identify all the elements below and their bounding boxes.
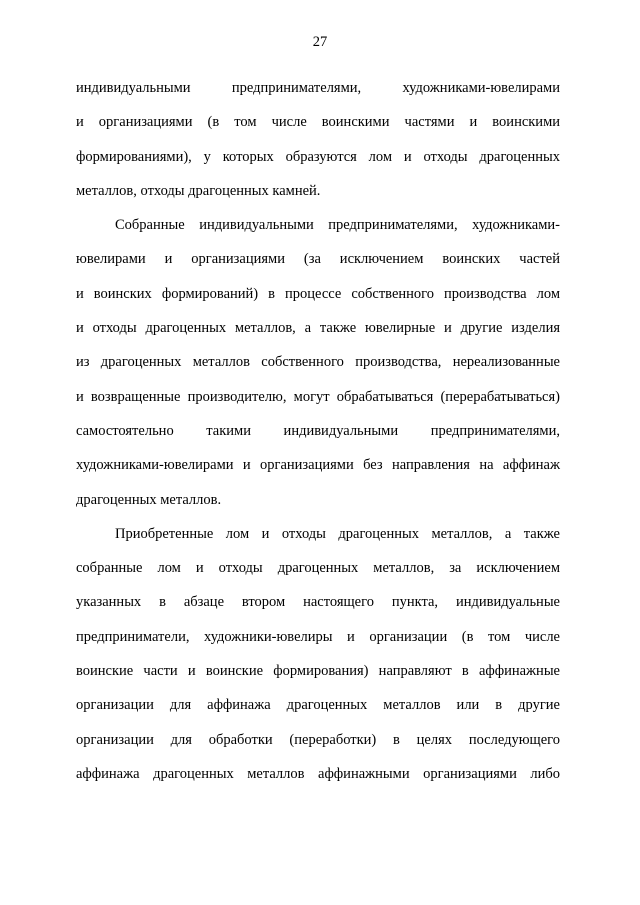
text-line: металлов, отходы драгоценных камней.: [76, 182, 321, 199]
text-line: и возвращенные производителю, могут обрабатываться (перерабатываться): [76, 388, 560, 405]
text-line: собранные лом и отходы драгоценных металлов, за исключением: [76, 560, 560, 577]
text-line: воинские части и воинские формирования) направляют в аффинажные: [76, 663, 560, 680]
text-line: предприниматели, художники-ювелиры и организации (в том числе: [76, 628, 560, 645]
text-line: формированиями), у которых образуются лом и отходы драгоценных: [76, 148, 560, 165]
text-line: индивидуальными предпринимателями, художниками-ювелирами: [76, 80, 560, 96]
text-line: самостоятельно такими индивидуальными предпринимателями,: [76, 422, 560, 439]
text-line: из драгоценных металлов собственного производства, нереализованные: [76, 354, 560, 371]
text-line: организации для аффинажа драгоценных металлов или в другие: [76, 697, 560, 714]
page-number: 27: [312, 34, 328, 50]
text-line: Собранные индивидуальными предпринимателями, художниками-: [115, 217, 560, 234]
paragraph-1: [76, 71, 560, 208]
document-body: [76, 71, 560, 791]
text-line: драгоценных металлов.: [76, 491, 222, 508]
paragraph-3: [76, 517, 560, 791]
text-line: аффинажа драгоценных металлов аффинажными организациями либо: [76, 765, 560, 782]
text-line: и организациями (в том числе воинскими частями и воинскими: [76, 114, 560, 131]
text-line: и отходы драгоценных металлов, а также ювелирные и другие изделия: [76, 320, 560, 337]
text-line: и воинских формирований) в процессе собственного производства лом: [76, 285, 560, 302]
paragraph-2: [76, 208, 560, 517]
text-line: указанных в абзаце втором настоящего пункта, индивидуальные: [76, 594, 560, 611]
text-line: Приобретенные лом и отходы драгоценных металлов, а также: [115, 525, 560, 542]
text-line: художниками-ювелирами и организациями без направления на аффинаж: [76, 457, 560, 474]
text-line: организации для обработки (переработки) в целях последующего: [76, 731, 560, 748]
text-line: ювелирами и организациями (за исключением воинских частей: [76, 251, 560, 268]
